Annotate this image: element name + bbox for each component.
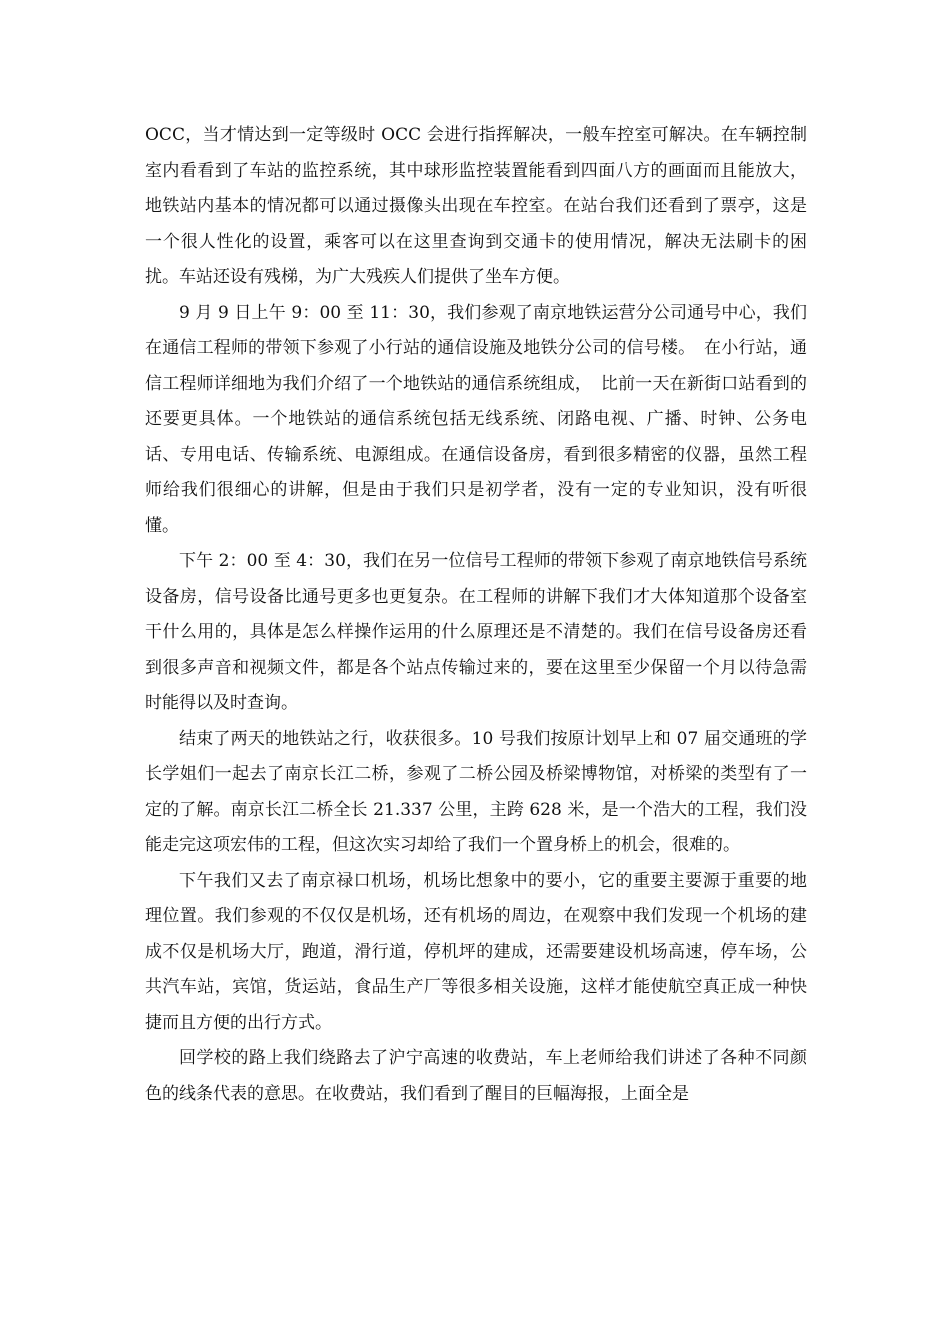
- paragraph-signal-equipment-room: 下午 2：00 至 4：30，我们在另一位信号工程师的带领下参观了南京地铁信号系统设备房，信号设备比通号更多也更复杂。在工程师的讲解下我们才大体知道那个设备室干什么用的，具体是怎么样操作运用的什么原理还是不清楚的。我们在信号设备房还看到很多声音和视频文件，都是各个站点传输过来的，要在这里至少保留一个月以待急需时能得以及时查询。: [145, 551, 807, 713]
- paragraph-yangtze-bridge: 结束了两天的地铁站之行，收获很多。10 号我们按原计划早上和 07 届交通班的学长学姐们一起去了南京长江二桥，参观了二桥公园及桥梁博物馆，对桥梁的类型有了一定的了解。南京长江二桥全长 21.337 公里，主跨 628 米，是一个浩大的工程，我们没能走完这项宏伟的工程，但这次实习却给了我们一个置身桥上的机会，很难的。: [145, 728, 807, 855]
- paragraph-toll-station: 回学校的路上我们绕路去了沪宁高速的收费站，车上老师给我们讲述了各种不同颜色的线条代表的意思。在收费站，我们看到了醒目的巨幅海报，上面全是: [145, 1048, 807, 1104]
- paragraph-communication-center: 9 月 9 日上午 9：00 至 11：30，我们参观了南京地铁运营分公司通号中心，我们在通信工程师的带领下参观了小行站的通信设施及地铁分公司的信号楼。 在小行站，通信工程师详细地为我们介绍了一个地铁站的通信系统组成， 比前一天在新街口站看到的还要更具体。一个地铁站的通信系统包括无线系统、闭路电视、广播、时钟、公务电话、专用电话、传输系统、电源组成。在通信设备房，看到很多精密的仪器，虽然工程师给我们很细心的讲解，但是由于我们只是初学者，没有一定的专业知识，没有听很懂。: [145, 302, 807, 536]
- paragraph-occ-monitoring: OCC，当才情达到一定等级时 OCC 会进行指挥解决，一般车控室可解决。在车辆控制室内看看到了车站的监控系统，其中球形监控装置能看到四面八方的画面而且能放大，地铁站内基本的情况都可以通过摄像头出现在车控室。在站台我们还看到了票亭，这是一个很人性化的设置，乘客可以在这里查询到交通卡的使用情况，解决无法刷卡的困扰。车站还设有残梯，为广大残疾人们提供了坐车方便。: [145, 125, 807, 287]
- paragraph-lukou-airport: 下午我们又去了南京禄口机场，机场比想象中的要小，它的重要主要源于重要的地理位置。我们参观的不仅仅是机场，还有机场的周边，在观察中我们发现一个机场的建成不仅是机场大厅，跑道，滑行道，停机坪的建成，还需要建设机场高速，停车场，公共汽车站，宾馆，货运站，食品生产厂等很多相关设施，这样才能使航空真正成一种快捷而且方便的出行方式。: [145, 870, 807, 1033]
- document-body: [145, 118, 807, 1112]
